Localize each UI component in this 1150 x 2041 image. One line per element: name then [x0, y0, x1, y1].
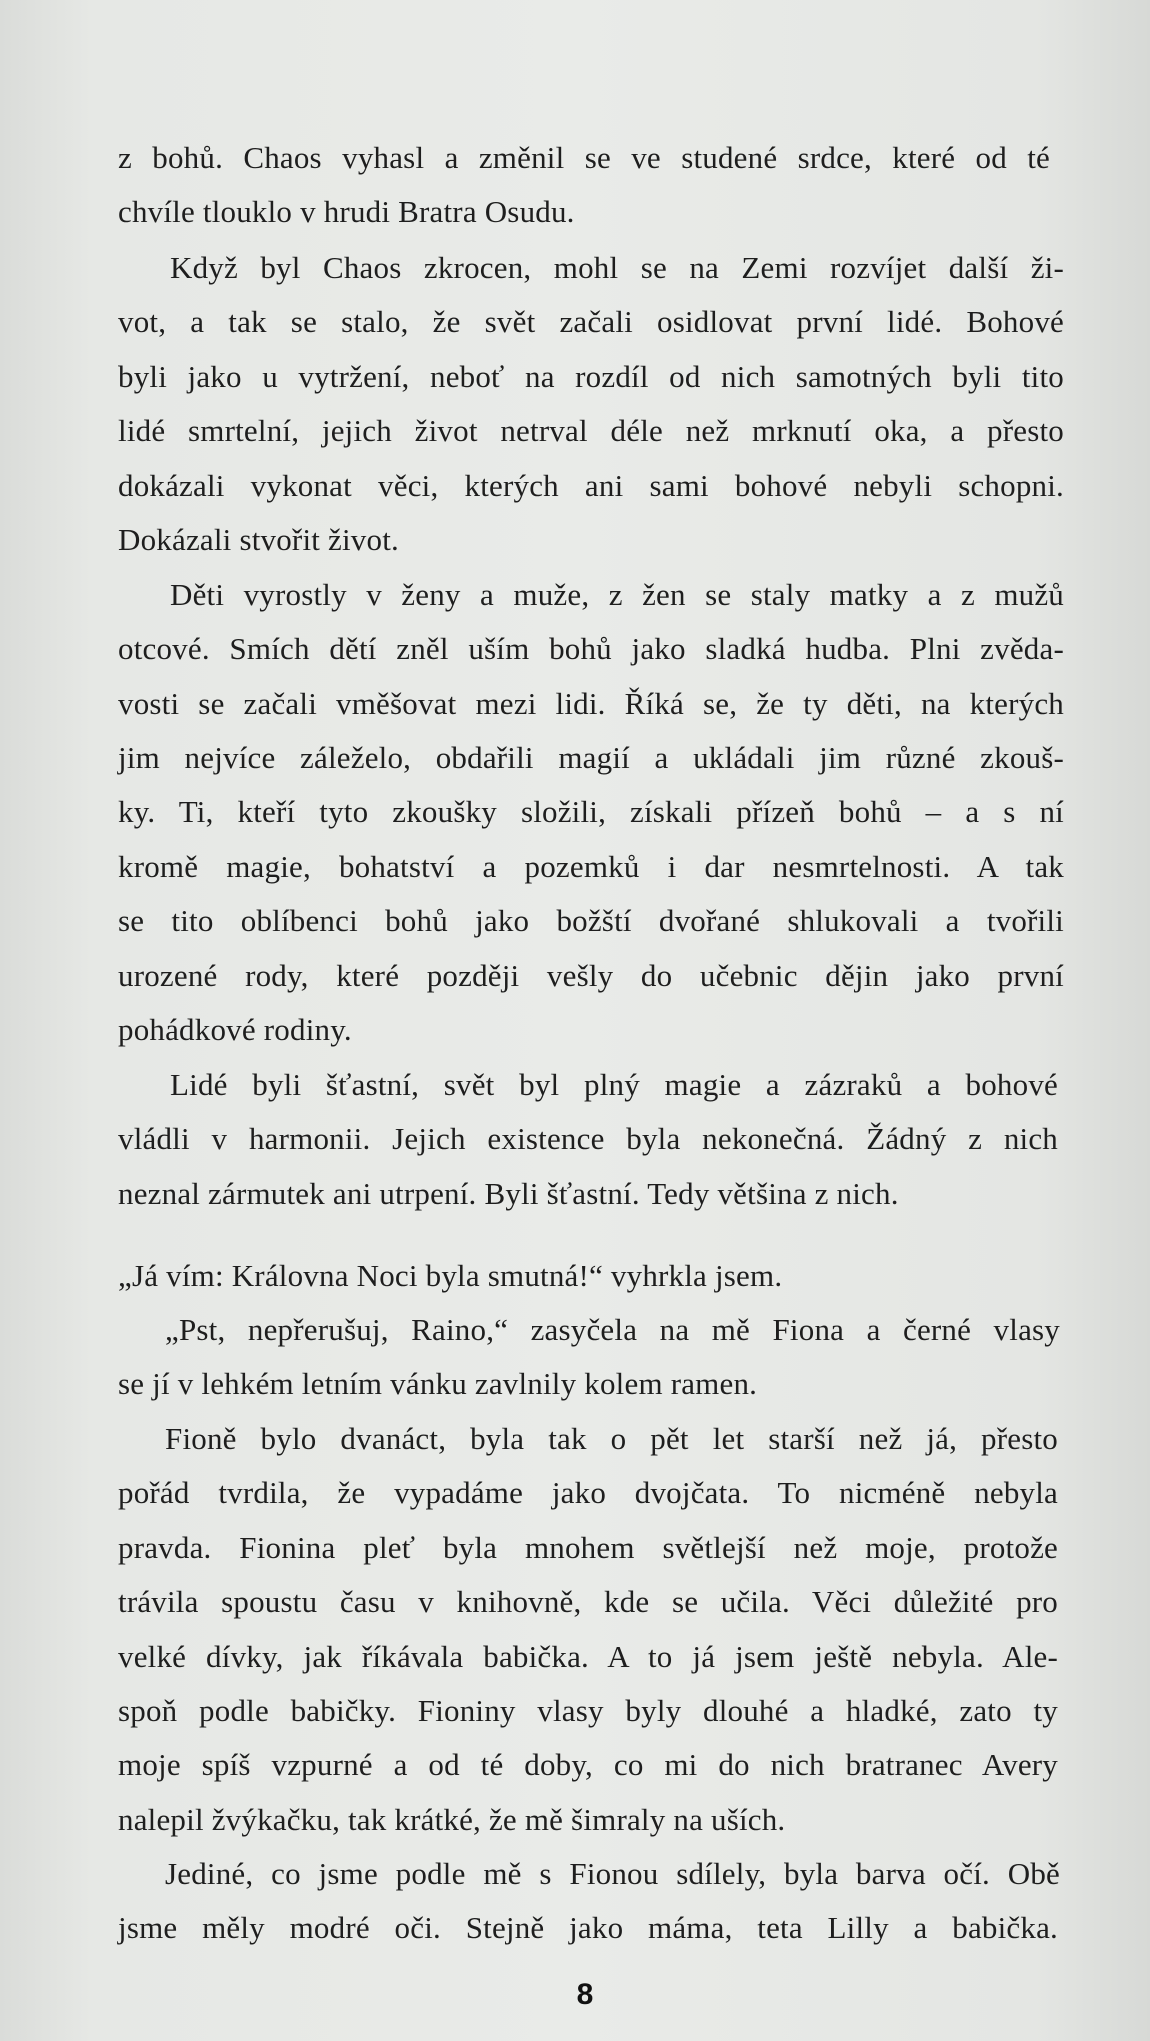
- text-line: neznal zármutek ani utrpení. Byli šťastní. Tedy většina z nich.: [118, 1176, 899, 1211]
- text-line: Lidé byli šťastní, svět byl plný magie a zázraků a bohové: [170, 1067, 1058, 1102]
- text-line: pořád tvrdila, že vypadáme jako dvojčata. To nicméně nebyla: [118, 1475, 1058, 1510]
- text-line: kromě magie, bohatství a pozemků i dar nesmrtelnosti. A tak: [118, 849, 1064, 884]
- text-line: Děti vyrostly v ženy a muže, z žen se staly matky a z mužů: [170, 577, 1064, 612]
- text-line: Fioně bylo dvanáct, byla tak o pět let starší než já, přesto: [165, 1421, 1058, 1456]
- text-line: otcové. Smích dětí zněl uším bohů jako sladká hudba. Plni zvěda-: [118, 631, 1064, 666]
- text-line: Jediné, co jsme podle mě s Fionou sdílely, byla barva očí. Obě: [165, 1856, 1060, 1891]
- text-line: lidé smrtelní, jejich život netrval déle než mrknutí oka, a přesto: [118, 413, 1064, 448]
- text-line: urozené rody, které později vešly do učebnic dějin jako první: [118, 958, 1064, 993]
- text-line: byli jako u vytržení, neboť na rozdíl od nich samotných byli tito: [118, 359, 1064, 394]
- text-line: jsme měly modré oči. Stejně jako máma, teta Lilly a babička.: [118, 1910, 1058, 1945]
- text-line: se tito oblíbenci bohů jako božští dvořané shlukovali a tvořili: [118, 903, 1064, 938]
- text-line: jim nejvíce záleželo, obdařili magií a ukládali jim různé zkouš-: [118, 740, 1064, 775]
- text-line: pohádkové rodiny.: [118, 1012, 352, 1047]
- text-line: „Já vím: Královna Noci byla smutná!“ vyhrkla jsem.: [118, 1258, 783, 1293]
- text-line: vosti se začali vměšovat mezi lidi. Říká se, že ty děti, na kterých: [118, 686, 1064, 721]
- text-line: Když byl Chaos zkrocen, mohl se na Zemi rozvíjet další ži-: [170, 250, 1064, 285]
- text-line: velké dívky, jak říkávala babička. A to já jsem ještě nebyla. Ale-: [118, 1639, 1058, 1674]
- text-line: vládli v harmonii. Jejich existence byla nekonečná. Žádný z nich: [118, 1121, 1058, 1156]
- text-line: se jí v lehkém letním vánku zavlnily kolem ramen.: [118, 1366, 758, 1401]
- text-line: ky. Ti, kteří tyto zkoušky složili, získali přízeň bohů – a s ní: [118, 794, 1064, 829]
- text-line: moje spíš vzpurné a od té doby, co mi do nich bratranec Avery: [118, 1747, 1058, 1782]
- text-line: trávila spoustu času v knihovně, kde se učila. Věci důležité pro: [118, 1584, 1058, 1619]
- text-line: vot, a tak se stalo, že svět začali osidlovat první lidé. Bohové: [118, 304, 1064, 339]
- text-line: spoň podle babičky. Fioniny vlasy byly dlouhé a hladké, zato ty: [118, 1693, 1058, 1728]
- text-line: Dokázali stvořit život.: [118, 522, 399, 557]
- text-line: nalepil žvýkačku, tak krátké, že mě šimraly na uších.: [118, 1802, 786, 1837]
- text-line: „Pst, nepřerušuj, Raino,“ zasyčela na mě Fiona a černé vlasy: [165, 1312, 1060, 1347]
- text-line: dokázali vykonat věci, kterých ani sami bohové nebyli schopni.: [118, 468, 1064, 503]
- text-line: chvíle tlouklo v hrudi Bratra Osudu.: [118, 194, 575, 229]
- text-line: pravda. Fionina pleť byla mnohem světlejší než moje, protože: [118, 1530, 1058, 1565]
- page-number: 8: [576, 1978, 594, 2011]
- text-line: z bohů. Chaos vyhasl a změnil se ve studené srdce, které od té: [118, 140, 1050, 175]
